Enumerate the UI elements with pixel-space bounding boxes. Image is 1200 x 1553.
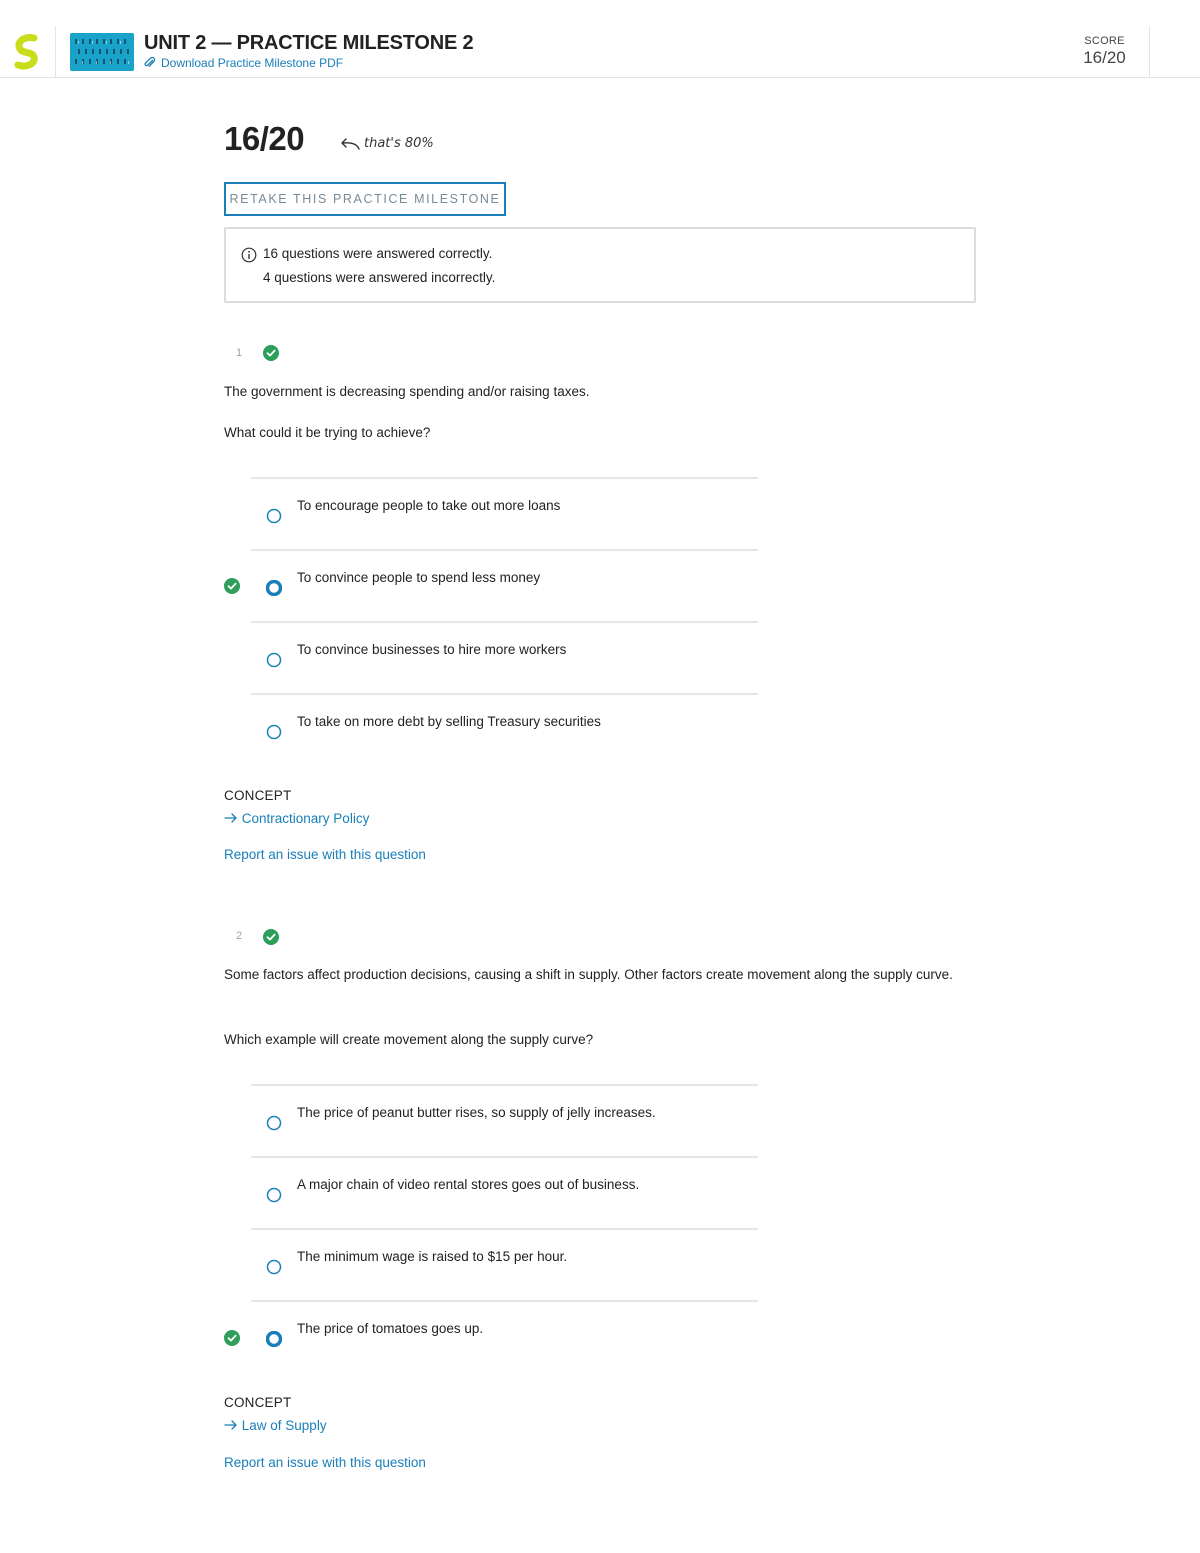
answer-choice-label: The price of peanut butter rises, so supply of jelly increases.	[297, 1105, 656, 1120]
final-score: 16/20	[224, 120, 305, 157]
radio-unselected-icon[interactable]	[266, 1259, 282, 1275]
page-title: UNIT 2 — PRACTICE MILESTONE 2	[144, 32, 474, 54]
radio-unselected-icon[interactable]	[266, 1187, 282, 1203]
answer-choice-label: A major chain of video rental stores goes out of business.	[297, 1177, 640, 1192]
concept-link-label: Contractionary Policy	[241, 811, 370, 826]
arrow-right-icon	[224, 813, 238, 823]
concept-link-label: Law of Supply	[241, 1418, 327, 1433]
radio-unselected-icon[interactable]	[266, 508, 282, 524]
info-circle-icon	[241, 247, 257, 263]
answer-choice[interactable]	[251, 479, 758, 549]
score-panel	[1060, 26, 1150, 78]
radio-unselected-icon[interactable]	[266, 724, 282, 740]
score-value: 16/20	[1083, 48, 1126, 67]
question-prompt: Some factors affect production decisions, causing a shift in supply. Other factors create movement along the supply curve.	[224, 967, 953, 982]
logo-cell[interactable]	[0, 26, 56, 78]
answer-choice-selected[interactable]	[251, 1302, 758, 1372]
answer-choice-label: To convince people to spend less money	[297, 570, 541, 585]
concept-link[interactable]	[224, 811, 369, 826]
answer-choice-label: To encourage people to take out more loans	[297, 498, 561, 513]
question-ask: Which example will create movement along the supply curve?	[224, 1032, 594, 1047]
question-number: 1	[236, 347, 243, 359]
arrow-right-icon	[224, 1420, 238, 1430]
check-circle-icon	[263, 929, 279, 945]
concept-label: CONCEPT	[224, 788, 292, 803]
retake-milestone-button[interactable]: RETAKE THIS PRACTICE MILESTONE	[224, 182, 506, 216]
answer-choice[interactable]	[251, 1086, 758, 1156]
correct-count-text: 16 questions were answered correctly.	[263, 246, 493, 261]
incorrect-count-text: 4 questions were answered incorrectly.	[263, 270, 496, 285]
paperclip-icon	[144, 57, 156, 69]
top-bar	[0, 0, 1200, 78]
radio-unselected-icon[interactable]	[266, 1115, 282, 1131]
answer-choice-label: To convince businesses to hire more workers	[297, 642, 567, 657]
concept-link[interactable]	[224, 1418, 327, 1433]
answer-choice-label: The minimum wage is raised to $15 per hour.	[297, 1249, 568, 1264]
unit-thumbnail	[70, 33, 134, 71]
arrow-back-icon	[340, 137, 360, 151]
score-label: SCORE	[1084, 35, 1125, 47]
download-pdf-label: Download Practice Milestone PDF	[161, 56, 344, 70]
sophia-logo-icon	[12, 34, 42, 70]
results-summary	[224, 227, 976, 303]
answer-choice-label: The price of tomatoes goes up.	[297, 1321, 484, 1336]
check-circle-icon	[263, 345, 279, 361]
answer-choice[interactable]	[251, 1158, 758, 1228]
radio-unselected-icon[interactable]	[266, 652, 282, 668]
download-pdf-link[interactable]	[144, 56, 343, 70]
answer-choice[interactable]	[251, 623, 758, 693]
answer-choice[interactable]	[251, 1230, 758, 1300]
question-ask: What could it be trying to achieve?	[224, 425, 431, 440]
radio-selected-icon[interactable]	[266, 580, 282, 596]
radio-selected-icon[interactable]	[266, 1331, 282, 1347]
question-prompt: The government is decreasing spending and/or raising taxes.	[224, 384, 590, 399]
report-issue-link[interactable]: Report an issue with this question	[224, 847, 426, 862]
report-issue-link[interactable]: Report an issue with this question	[224, 1455, 426, 1470]
score-percent-note	[340, 136, 434, 151]
answer-choice-label: To take on more debt by selling Treasury securities	[297, 714, 601, 729]
question-number: 2	[236, 930, 243, 942]
answer-choice-selected[interactable]	[251, 551, 758, 621]
concept-label: CONCEPT	[224, 1395, 292, 1410]
check-circle-icon	[224, 1330, 240, 1346]
check-circle-icon	[224, 578, 240, 594]
answer-choice[interactable]	[251, 695, 758, 765]
score-percent-text: that's 80%	[364, 136, 434, 151]
